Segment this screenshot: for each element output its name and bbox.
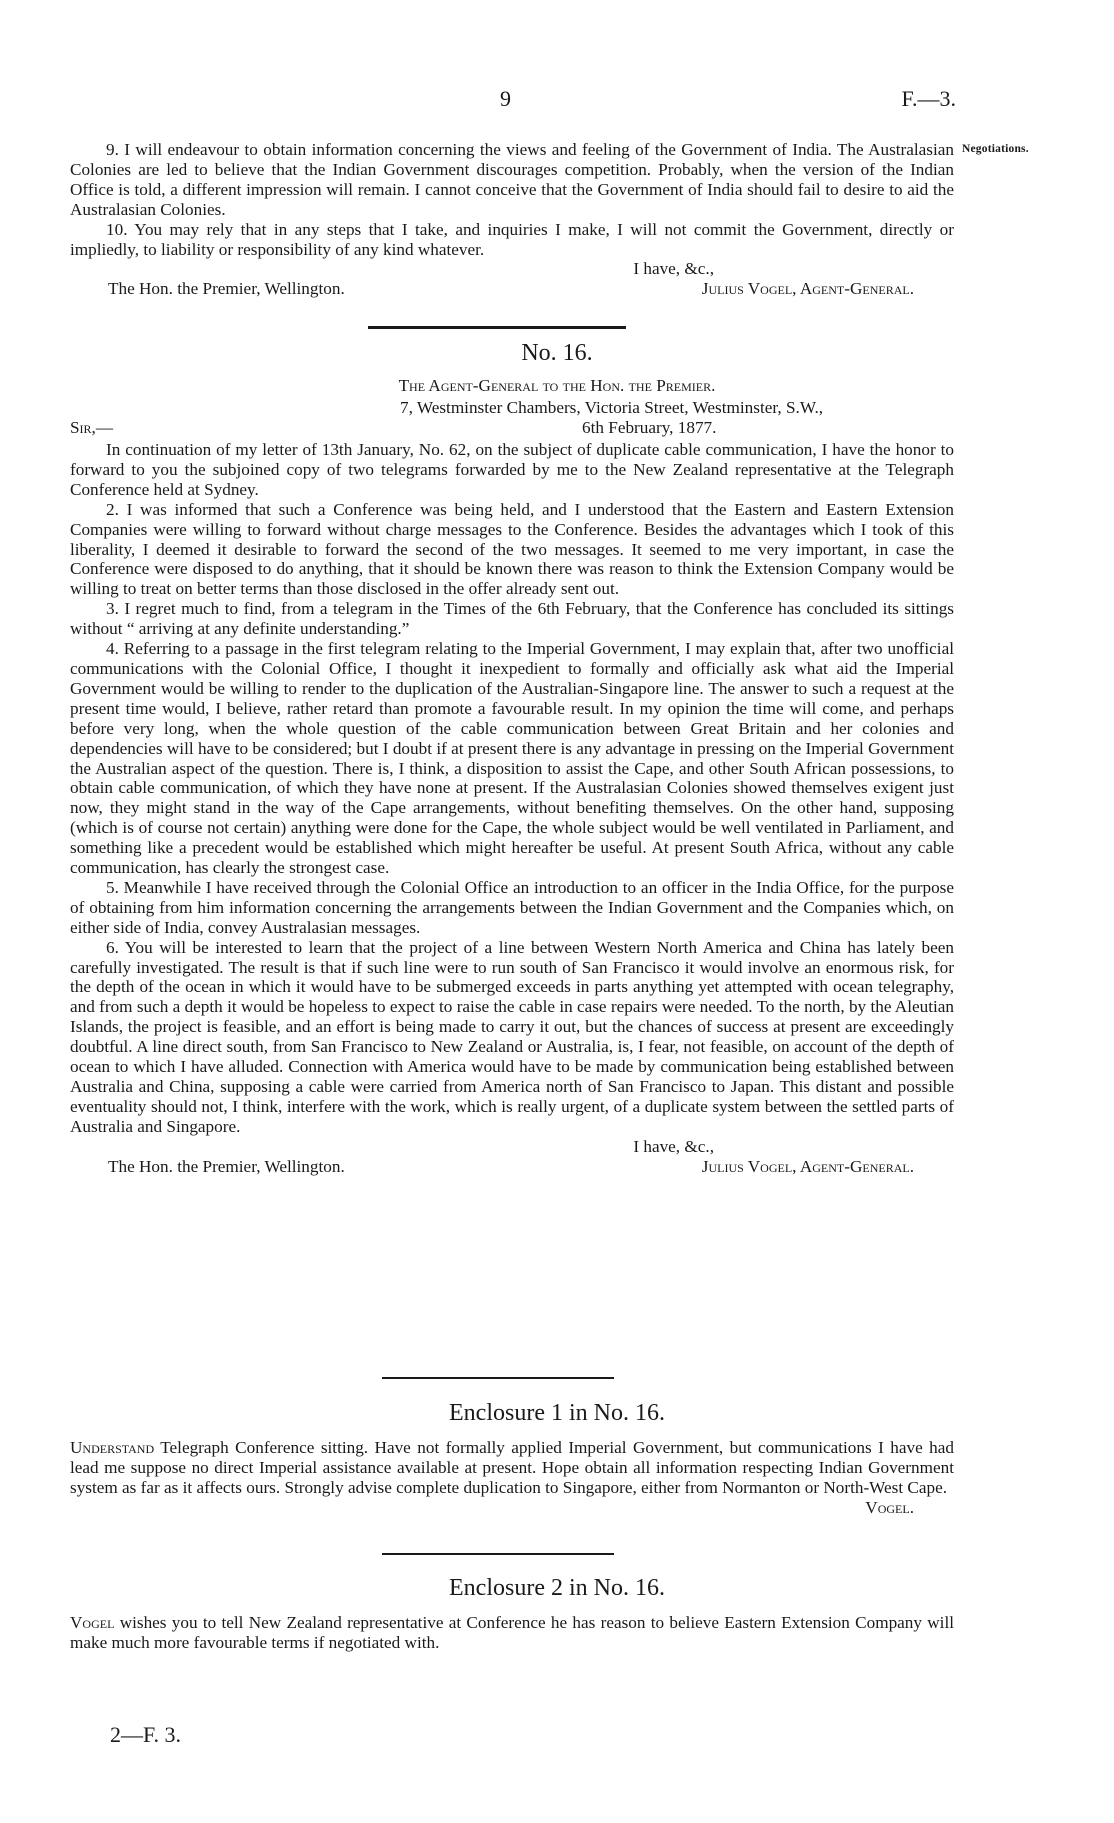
enclosure-1-body [70, 1438, 954, 1518]
addressee: The Hon. the Premier, Wellington. [108, 1156, 345, 1176]
enclosure-2-body [70, 1613, 954, 1653]
page-footer-signature: 2—F. 3. [110, 1722, 181, 1747]
letter-15-continuation [70, 140, 954, 299]
salutation: Sir,— [70, 418, 114, 437]
enclosure-2-lead: Vogel [70, 1613, 115, 1632]
enclosure-1-lead: Understand [70, 1438, 155, 1457]
signature: Julius Vogel, Agent-General. [701, 1156, 914, 1176]
letter-from-to: The Agent-General to the Hon. the Premier. [398, 376, 716, 395]
paragraph-9: 9. I will endeavour to obtain information concerning the views and feeling of the Government of India. The Australasian Colonies are led to believe that the Indian Government discourages competition. Probably, when the version of the Indian Office is told, a different impression will remain. I cannot conceive that the Government of India should fail to desire to aid the Australasian Colonies. [70, 140, 954, 219]
paragraph-2: 2. I was informed that such a Conference was being held, and I understood that the Eastern and Eastern Extension Companies were willing to forward without charge messages to the Conference. Besides the advantages which I took of this liberality, I deemed it desirable to forward the second of the two messages. It seemed to me very important, in case the Conference were disposed to do anything, that it should be known there was reason to think the Extension Company would be willing to treat on better terms than those disclosed in the offer already sent out. [70, 499, 954, 599]
enclosure-2-text: wishes you to tell New Zealand representative at Conference he has reason to believe Eastern Extension Company will make much more favourable terms if negotiated with. [70, 1613, 954, 1652]
section-divider [382, 1377, 614, 1379]
letter-number-heading: No. 16. [521, 340, 593, 366]
paragraph-3: 3. I regret much to find, from a telegram in the Times of the 6th February, that the Conference has concluded its sittings without “ arriving at any definite understanding.” [70, 599, 954, 639]
letter-date: 6th February, 1877. [582, 418, 717, 437]
paragraph-1: In continuation of my letter of 13th January, No. 62, on the subject of duplicate cable communication, I have the honor to forward to you the subjoined copy of two telegrams forwarded by me to the New Zealand representative at the Telegraph Conference held at Sydney. [70, 440, 954, 499]
signature: Julius Vogel, Agent-General. [701, 279, 914, 299]
paragraph-10: 10. You may rely that in any steps that I take, and inquiries I make, I will not commit the Government, directly or impliedly, to liability or responsibility of any kind whatever. [70, 219, 954, 259]
signature-block [70, 279, 954, 299]
enclosure-1-signature: Vogel. [865, 1497, 914, 1517]
enclosure-1-heading: Enclosure 1 in No. 16. [449, 1400, 665, 1426]
document-reference: F.—3. [901, 86, 956, 111]
enclosure-2-heading: Enclosure 2 in No. 16. [449, 1575, 665, 1601]
section-divider [368, 326, 626, 329]
sender-address: 7, Westminster Chambers, Victoria Street, Westminster, S.W., [400, 398, 824, 417]
signature-block [70, 1157, 954, 1177]
paragraph-5: 5. Meanwhile I have received through the Colonial Office an introduction to an officer in the India Office, for the purpose of obtaining from him information concerning the arrangements between the Indian Government and the Companies which, on either side of India, convey Australasian messages. [70, 877, 954, 937]
enclosure-1-text: Telegraph Conference sitting. Have not formally applied Imperial Government, but communications I have had lead me suppose no direct Imperial assistance available at present. Hope obtain all information respecting Indian Government system as far as it affects ours. Strongly advise complete duplication to Singapore, either from Normanton or North-West Cape. [70, 1438, 954, 1497]
page-number: 9 [500, 86, 511, 111]
paragraph-6: 6. You will be interested to learn that the project of a line between Western North America and China has lately been carefully investigated. The result is that if such line were to run south of San Francisco it would involve an enormous risk, for the depth of the ocean in which it would have to be submerged exceeds in parts anything yet attempted with ocean telegraphy, and from such a depth it would be hopeless to expect to raise the cable in case repairs were needed. To the north, by the Aleutian Islands, the project is feasible, and an effort is being made to carry it out, but the chances of success at present are exceedingly doubtful. A line direct south, from San Francisco to New Zealand or Australia, is, I fear, not feasible, on account of the depth of ocean to which I have alluded. Connection with America would have to be made by communication being established between Australia and China, supposing a cable were carried from America north of San Francisco to Japan. This distant and possible eventuality should not, I think, interfere with the work, which is really urgent, of a duplicate system between the settled parts of Australia and Singapore. [70, 937, 954, 1136]
closing: I have, &c., [633, 259, 714, 279]
page-header [0, 86, 1114, 116]
addressee: The Hon. the Premier, Wellington. [108, 279, 345, 299]
letter-16-body [70, 440, 954, 1177]
section-divider [382, 1553, 614, 1555]
margin-note: Negotiations. [962, 143, 1029, 155]
paragraph-4: 4. Referring to a passage in the first telegram relating to the Imperial Government, I may explain that, after two unofficial communications with the Colonial Office, I thought it inexpedient to formally and officially ask what aid the Imperial Government would be willing to render to the duplication of the Australian-Singapore line. The answer to such a request at the present time would, I believe, rather retard than promote a favourable result. In my opinion the time will come, and perhaps before very long, when the whole question of the cable communication between Great Britain and her colonies and dependencies will have to be considered; but I doubt if at present there is any advantage in pressing on the Imperial Government the Australian aspect of the question. There is, I think, a disposition to assist the Cape, and other South African possessions, to obtain cable communication, of which they have none at present. If the Australasian Colonies showed themselves exigent just now, they might stand in the way of the Cape arrangements, without benefiting themselves. On the other hand, supposing (which is of course not certain) anything were done for the Cape, the whole subject would be well ventilated in Parliament, and something like a precedent would be established which might hereafter be useful. At present South Africa, without any cable communication, has clearly the strongest case. [70, 639, 954, 878]
closing: I have, &c., [633, 1136, 714, 1156]
